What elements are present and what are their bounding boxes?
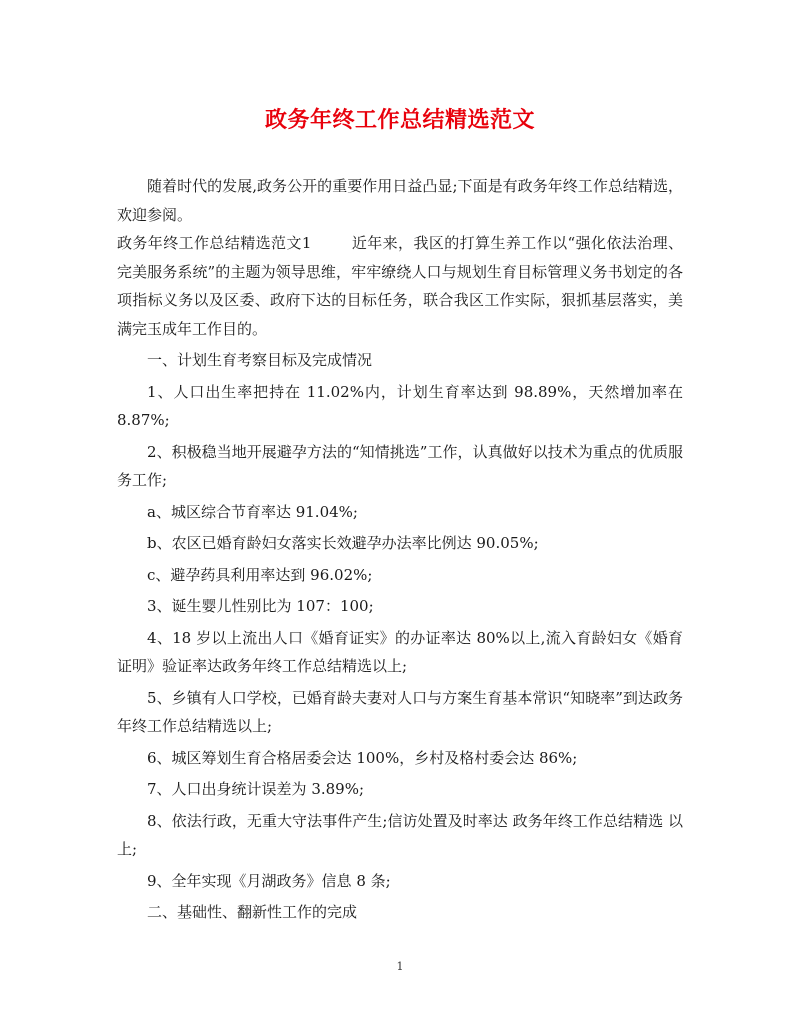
item-7: 7、人口出身统计误差为 3.89%;	[147, 780, 365, 798]
item-b: b、农区已婚育龄妇女落实长效避孕办法率比例达 90.05%;	[147, 534, 539, 552]
item-c: c、避孕药具利用率达到 96.02%;	[147, 565, 373, 584]
item-4: 4、18 岁以上流出人口《婚育证实》的办证率达 80%以上,流入育龄妇女《婚育证明》验证率达政务年终工作总结精选以上;	[117, 628, 683, 675]
section1-text: 近年来，我区的打算生养工作以“强化依法治理、完美服务系统”的主题为领导思维，牢牢缭绕人口与规划生育目标管理义务书划定的各项指标义务以及区委、政府下达的目标任务，联合我区工作实际，狠抓基层落实，美满完玉成年工作目的。	[117, 234, 684, 338]
document-body	[117, 172, 683, 927]
item-8: 8、依法行政，无重大守法事件产生;信访处置及时率达 政务年终工作总结精选 以上;	[117, 811, 683, 858]
section1-paragraph	[117, 229, 683, 343]
section1-heading: 政务年终工作总结精选范文1	[117, 234, 312, 252]
item-a: a、城区综合节育率达 91.04%;	[147, 502, 358, 521]
item-5: 5、乡镇有人口学校，已婚育龄夫妻对人口与方案生育基本常识“知晓率”到达政务年终工作总结精选以上;	[117, 688, 683, 735]
intro-paragraph: 随着时代的发展,政务公开的重要作用日益凸显;下面是有政务年终工作总结精选，欢迎参阅。	[117, 177, 683, 224]
page-number: 1	[396, 960, 404, 973]
item-1: 1、人口出生率把持在 11.02%内，计划生育率达到 98.89%，天然增加率在 8.87%;	[117, 382, 683, 429]
heading-plan-goals: 一、计划生育考察目标及完成情况	[147, 351, 373, 369]
item-2: 2、积极稳当地开展避孕方法的“知情挑选”工作，认真做好以技术为重点的优质服务工作;	[117, 442, 683, 489]
item-6: 6、城区筹划生育合格居委会达 100%，乡村及格村委会达 86%;	[147, 748, 578, 767]
item-9: 9、全年实现《月湖政务》信息 8 条;	[147, 871, 391, 890]
document-title: 政务年终工作总结精选范文	[264, 107, 535, 133]
item-3: 3、诞生婴儿性别比为 107：100;	[147, 597, 374, 615]
heading-basic-work: 二、基础性、翻新性工作的完成	[147, 903, 358, 921]
